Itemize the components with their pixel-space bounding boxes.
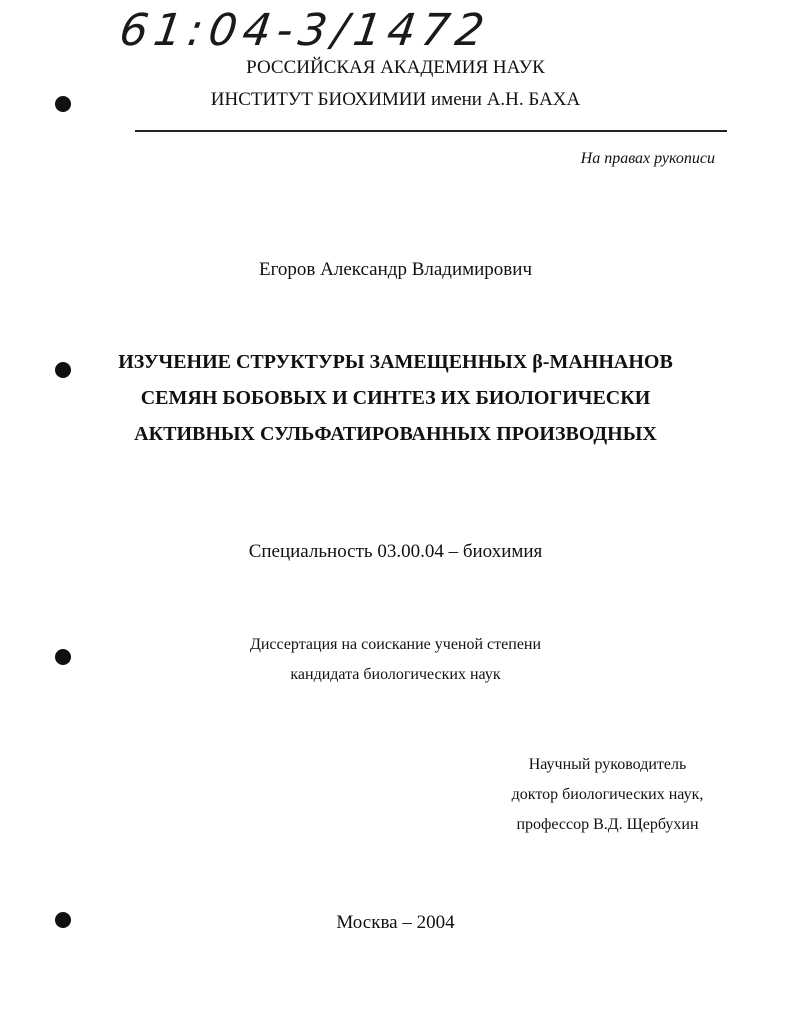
supervisor-name: профессор В.Д. Щербухин — [516, 816, 699, 833]
city-year: Москва – 2004 — [336, 912, 455, 933]
supervisor-degree: доктор биологических наук, — [511, 786, 704, 803]
binding-hole-icon — [55, 649, 71, 665]
binding-hole-icon — [55, 912, 71, 928]
org-line-academy: РОССИЙСКАЯ АКАДЕМИЯ НАУК — [246, 57, 545, 78]
rights-note: На правах рукописи — [580, 150, 715, 167]
specialty: Специальность 03.00.04 – биохимия — [248, 541, 543, 562]
title-line-2: СЕМЯН БОБОВЫХ И СИНТЕЗ ИХ БИОЛОГИЧЕСКИ — [140, 387, 651, 409]
handwritten-archive-number: 61:04-3/1472 — [116, 5, 494, 56]
author-name: Егоров Александр Владимирович — [258, 259, 533, 280]
degree-line-2: кандидата биологических наук — [290, 666, 501, 683]
degree-line-1: Диссертация на соискание ученой степени — [249, 636, 542, 653]
dissertation-title — [0, 344, 791, 452]
binding-hole-icon — [55, 96, 71, 112]
binding-hole-icon — [55, 362, 71, 378]
org-line-institute: ИНСТИТУТ БИОХИМИИ имени А.Н. БАХА — [210, 89, 581, 110]
title-line-1: ИЗУЧЕНИЕ СТРУКТУРЫ ЗАМЕЩЕННЫХ β-МАННАНОВ — [118, 351, 673, 373]
supervisor-role: Научный руководитель — [528, 756, 687, 773]
header-divider — [135, 130, 727, 132]
title-line-3: АКТИВНЫХ СУЛЬФАТИРОВАННЫХ ПРОИЗВОДНЫХ — [134, 423, 657, 445]
